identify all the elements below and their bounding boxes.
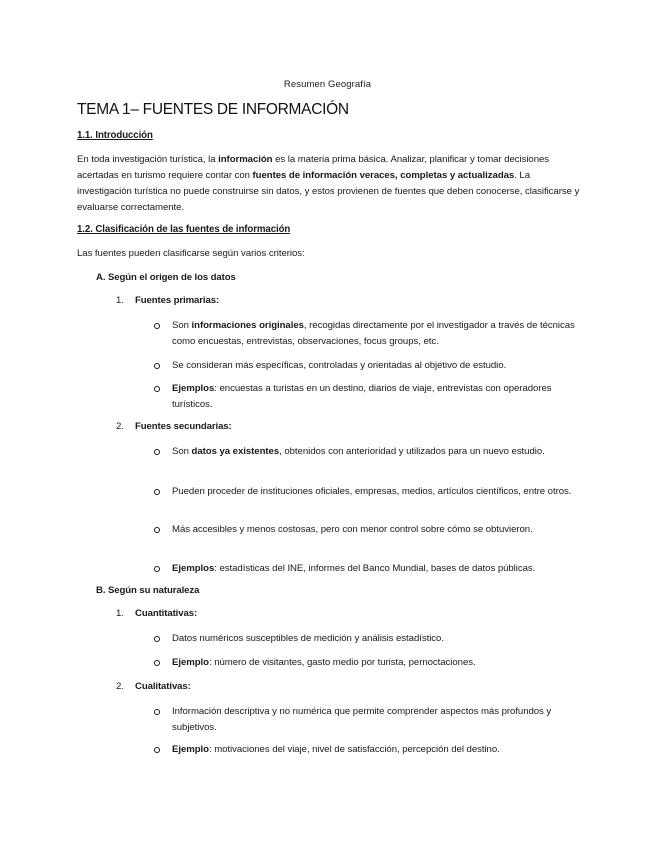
section-a-item2-number: 2. xyxy=(116,421,125,432)
classification-heading: 1.2. Clasificación de las fuentes de información xyxy=(77,224,291,235)
bullet-icon xyxy=(154,747,160,753)
page-header: Resumen Geografía xyxy=(283,79,372,90)
intro-bold-1: información xyxy=(218,154,273,165)
section-a-item1-number: 1. xyxy=(116,295,125,306)
section-a-item2-label: Fuentes secundarias: xyxy=(135,421,232,432)
section-b-item1-label: Cuantitativas: xyxy=(135,608,198,619)
list-item: Ejemplo: número de visitantes, gasto medio por turista, pernoctaciones. xyxy=(172,657,476,668)
intro-heading: 1.1. Introducción xyxy=(77,130,153,141)
section-a-label: A. Según el origen de los datos xyxy=(96,272,236,283)
list-item: Se consideran más específicas, controladas y orientadas al objetivo de estudio. xyxy=(172,360,507,371)
section-b-label: B. Según su naturaleza xyxy=(96,585,200,596)
intro-text-3: . La investigación turística no puede construirse sin datos, y estos provienen de fuentes que deben conocerse, clasificarse y evaluarse correctamente. xyxy=(77,170,580,213)
section-b-item2-number: 2. xyxy=(116,681,125,692)
list-item: Más accesibles y menos costosas, pero con menor control sobre cómo se obtuvieron. xyxy=(172,524,533,535)
bullet-icon xyxy=(154,709,160,715)
bullet-icon xyxy=(154,489,160,495)
list-item: Ejemplo: motivaciones del viaje, nivel de satisfacción, percepción del destino. xyxy=(172,744,500,755)
bullet-icon xyxy=(154,449,160,455)
intro-text-2: es la materia prima básica. Analizar, planificar y tomar decisiones acertadas en turismo requiere contar con xyxy=(77,154,550,181)
bullet-icon xyxy=(154,660,160,666)
bullet-icon xyxy=(154,636,160,642)
bullet-icon xyxy=(154,323,160,329)
list-item: Información descriptiva y no numérica que permite comprender aspectos más profundos y subjetivos. xyxy=(172,706,552,733)
list-item: Datos numéricos susceptibles de medición y análisis estadístico. xyxy=(172,633,444,644)
list-item: Ejemplos: estadísticas del INE, informes del Banco Mundial, bases de datos públicas. xyxy=(172,563,536,574)
bullet-icon xyxy=(154,527,160,533)
intro-paragraph xyxy=(77,152,582,216)
bullet-icon xyxy=(154,363,160,369)
intro-text-1: En toda investigación turística, la xyxy=(77,154,219,165)
page-title: TEMA 1– FUENTES DE INFORMACIÓN xyxy=(77,101,349,118)
section-a-item1-label: Fuentes primarias: xyxy=(135,295,220,306)
intro-bold-2: fuentes de información veraces, completas y actualizadas xyxy=(252,170,515,181)
section-b-item2-label: Cualitativas: xyxy=(135,681,191,692)
bullet-icon xyxy=(154,566,160,572)
section-b-item1-number: 1. xyxy=(116,608,125,619)
list-item: Son datos ya existentes, obtenidos con anterioridad y utilizados para un nuevo estudio. xyxy=(172,446,545,457)
list-item: Son informaciones originales, recogidas directamente por el investigador a través de técnicas como encuestas, entrevistas, observaciones, focus groups, etc. xyxy=(172,320,575,347)
bullet-icon xyxy=(154,386,160,392)
list-item: Pueden proceder de instituciones oficiales, empresas, medios, artículos científicos, entre otros. xyxy=(172,486,572,497)
list-item: Ejemplos: encuestas a turistas en un destino, diarios de viaje, entrevistas con operadores turísticos. xyxy=(172,383,552,410)
classification-lead: Las fuentes pueden clasificarse según varios criterios: xyxy=(77,248,305,259)
